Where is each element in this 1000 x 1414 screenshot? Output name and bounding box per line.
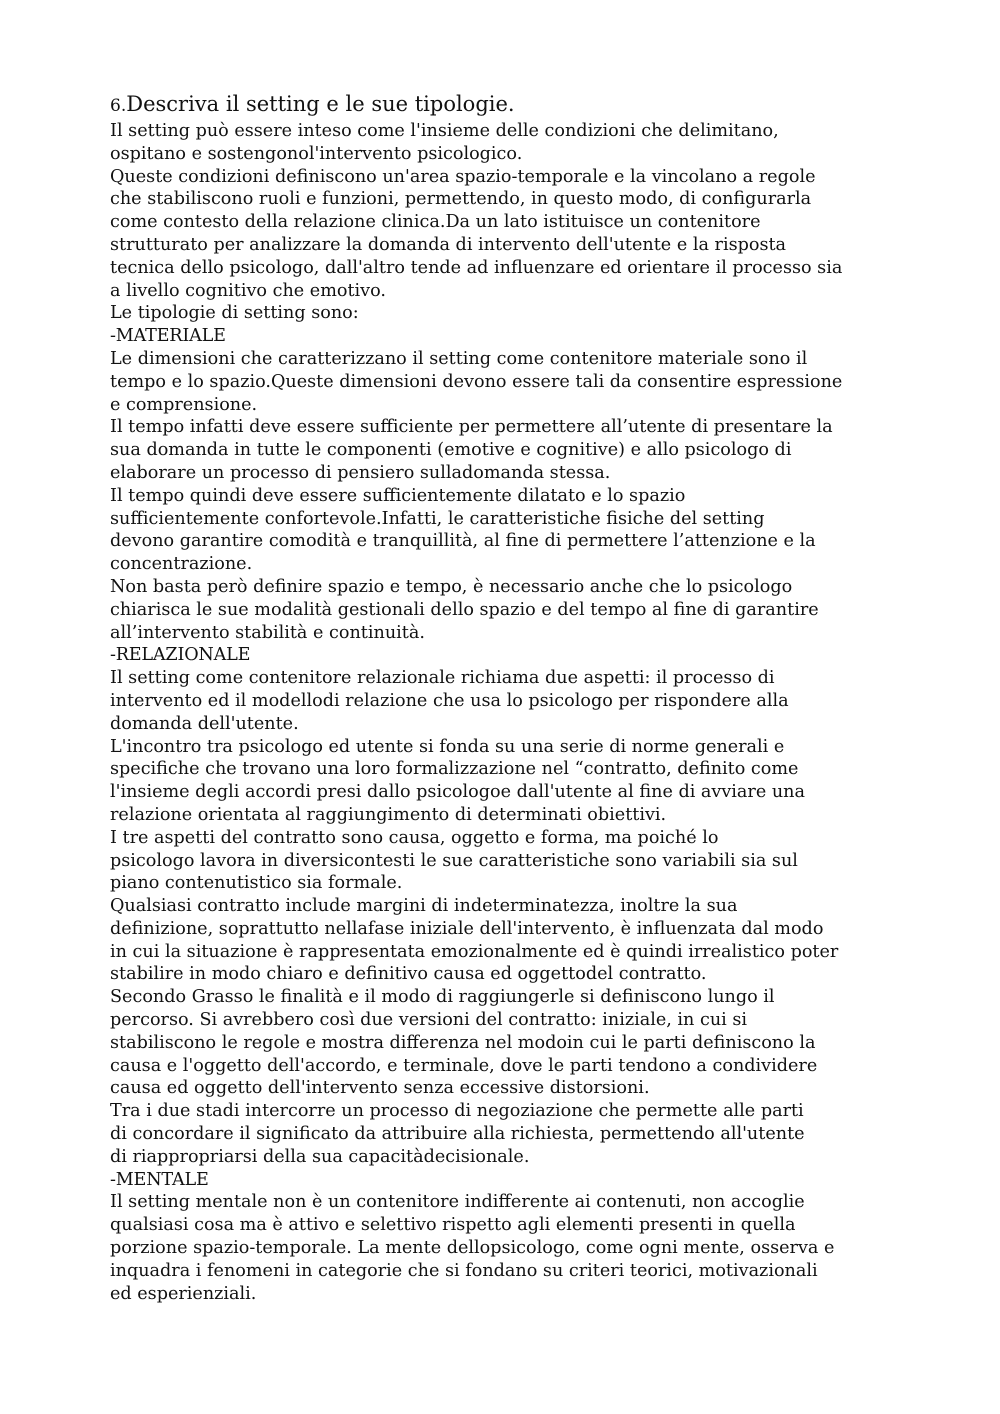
text-line: tecnica dello psicologo, dall'altro tende ad influenzare ed orientare il processo sia [110,257,843,278]
text-line: Non basta però definire spazio e tempo, è necessario anche che lo psicologo [110,576,793,597]
text-line: Il setting come contenitore relazionale richiama due aspetti: il processo di [110,668,775,689]
text-line: definizione, soprattutto nellafase iniziale dell'intervento, è influenzata dal modo [110,918,824,939]
document-page [110,90,900,1305]
section-label: -RELAZIONALE [110,645,251,666]
section-label: -MATERIALE [110,326,226,347]
body-text [110,120,900,1305]
text-line: intervento ed il modellodi relazione che usa lo psicologo per rispondere alla [110,690,789,711]
text-line: ospitano e sostengonol'intervento psicologico. [110,143,523,164]
text-line: di riappropriarsi della sua capacitàdecisionale. [110,1146,530,1167]
text-line: devono garantire comodità e tranquillità, al fine di permettere l’attenzione e la [110,531,816,552]
text-line: Secondo Grasso le finalità e il modo di raggiungerle si definiscono lungo il [110,987,775,1008]
text-line: chiarisca le sue modalità gestionali dello spazio e del tempo al fine di garantire [110,599,819,620]
heading-number: 6. [110,96,127,116]
text-line: Il tempo quindi deve essere sufficientemente dilatato e lo spazio [110,485,686,506]
text-line: Le tipologie di setting sono: [110,303,359,324]
text-line: l'insieme degli accordi presi dallo psicologoe dall'utente al fine di avviare una [110,782,805,803]
text-line: elaborare un processo di pensiero sulladomanda stessa. [110,462,611,483]
text-line: che stabiliscono ruoli e funzioni, permettendo, in questo modo, di configurarla [110,189,812,210]
text-line: stabilire in modo chiaro e definitivo causa ed oggettodel contratto. [110,964,707,985]
text-line: all’intervento stabilità e continuità. [110,622,425,643]
text-line: Il setting può essere inteso come l'insieme delle condizioni che delimitano, [110,121,779,141]
text-line: Qualsiasi contratto include margini di indeterminatezza, inoltre la sua [110,896,738,917]
text-line: Il setting mentale non è un contenitore indifferente ai contenuti, non accoglie [110,1192,805,1213]
text-line: ed esperienziali. [110,1283,257,1304]
text-line: sua domanda in tutte le componenti (emotive e cognitive) e allo psicologo di [110,440,792,461]
text-line: inquadra i fenomeni in categorie che si fondano su criteri teorici, motivazionali [110,1260,818,1281]
text-line: I tre aspetti del contratto sono causa, oggetto e forma, ma poiché lo [110,827,719,848]
text-line: in cui la situazione è rappresentata emozionalmente ed è quindi irrealistico poter [110,941,839,962]
text-line: qualsiasi cosa ma è attivo e selettivo rispetto agli elementi presenti in quella [110,1215,796,1236]
text-line: specifiche che trovano una loro formalizzazione nel “contratto, definito come [110,759,799,780]
text-line: a livello cognitivo che emotivo. [110,280,387,301]
text-line: causa e l'oggetto dell'accordo, e terminale, dove le parti tendono a condividere [110,1055,818,1076]
text-line: e comprensione. [110,394,258,415]
text-line: strutturato per analizzare la domanda di intervento dell'utente e la risposta [110,234,787,255]
text-line: Tra i due stadi intercorre un processo di negoziazione che permette alle parti [110,1101,804,1122]
text-line: stabiliscono le regole e mostra differenza nel modoin cui le parti definiscono la [110,1032,816,1053]
text-line: percorso. Si avrebbero così due versioni del contratto: iniziale, in cui si [110,1010,748,1031]
text-line: concentrazione. [110,554,253,575]
text-line: piano contenutistico sia formale. [110,873,403,894]
text-line: domanda dell'utente. [110,713,299,734]
text-line: come contesto della relazione clinica.Da un lato istituisce un contenitore [110,212,761,233]
text-line: sufficientemente confortevole.Infatti, le caratteristiche fisiche del setting [110,508,765,529]
text-line: tempo e lo spazio.Queste dimensioni devono essere tali da consentire espressione [110,371,843,392]
text-line: Le dimensioni che caratterizzano il setting come contenitore materiale sono il [110,348,808,369]
text-line: Queste condizioni definiscono un'area spazio-temporale e la vincolano a regole [110,166,816,187]
text-line: porzione spazio-temporale. La mente dellopsicologo, come ogni mente, osserva e [110,1238,835,1259]
text-line: Il tempo infatti deve essere sufficiente per permettere all’utente di presentare la [110,417,833,438]
text-line: di concordare il significato da attribuire alla richiesta, permettendo all'utente [110,1124,805,1145]
text-line: L'incontro tra psicologo ed utente si fonda su una serie di norme generali e [110,736,785,757]
text-line: relazione orientata al raggiungimento di determinati obiettivi. [110,804,667,825]
document-heading [110,90,900,120]
heading-title: Descriva il setting e le sue tipologie. [126,92,515,116]
text-line: causa ed oggetto dell'intervento senza eccessive distorsioni. [110,1078,650,1099]
text-line: psicologo lavora in diversicontesti le sue caratteristiche sono variabili sia sul [110,850,798,871]
section-label: -MENTALE [110,1169,209,1190]
